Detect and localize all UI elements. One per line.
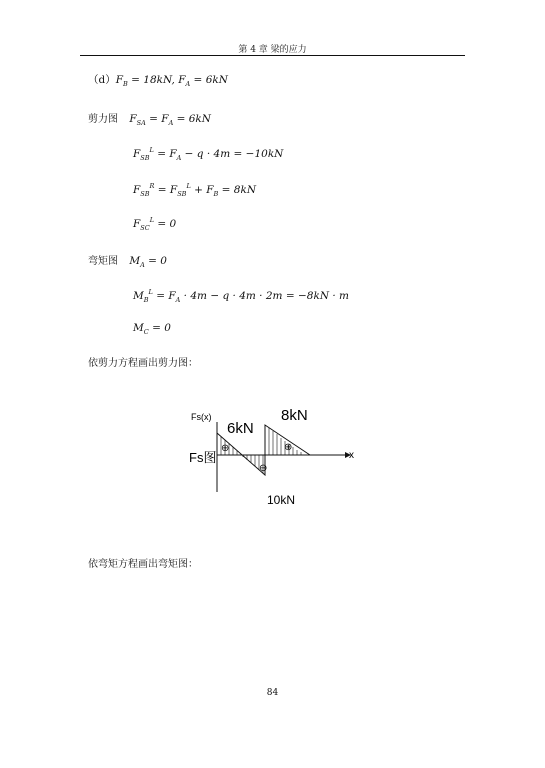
fsb-right-equation: $F_{SB}^R = F_{SB}^L + F_B = 8kN$ [133, 182, 257, 198]
shear-fsa-line: 剪力图 $F_{SA} = F_A = 6kN$ [88, 113, 211, 127]
mc-equation: $M_C = 0$ [133, 322, 171, 336]
plus-sign-b: ⊕ [284, 442, 293, 453]
y-axis-label: Fs(x) [191, 412, 212, 422]
fsb-left-equation: $F_{SB}^L = F_A - q \cdot 4m = -10kN$ [133, 146, 284, 162]
shear-force-diagram [185, 400, 365, 515]
moment-label: 弯矩图 [88, 256, 118, 267]
label-6kn: 6kN [227, 420, 254, 437]
fsc-left-equation: $F_{SC}^L = 0$ [133, 216, 177, 232]
header-rule [80, 55, 465, 56]
page-number: 84 [266, 688, 279, 698]
diagram-label: Fs图 [189, 450, 217, 465]
minus-sign: ⊖ [259, 463, 268, 474]
shear-label: 剪力图 [88, 114, 118, 125]
x-axis-label: x [349, 450, 354, 461]
moment-diagram-text: 依弯矩方程画出弯矩图： [88, 559, 198, 570]
moment-ma-line: 弯矩图 $M_A = 0$ [88, 255, 167, 269]
plus-sign-a: ⊕ [221, 443, 230, 454]
running-header: 第 4 章 梁的应力 [238, 45, 307, 55]
mb-left-equation: $M_B^L = F_A \cdot 4m - q \cdot 4m \cdot 2m = -8kN \cdot m$ [133, 288, 349, 304]
label-10kn: 10kN [267, 493, 296, 507]
given-forces: $(d)F_B = 18kN$, $F_A = 6kN$ [88, 74, 228, 88]
shear-diagram-text: 依剪力方程画出剪力图： [88, 358, 198, 369]
label-8kn: 8kN [281, 407, 308, 424]
